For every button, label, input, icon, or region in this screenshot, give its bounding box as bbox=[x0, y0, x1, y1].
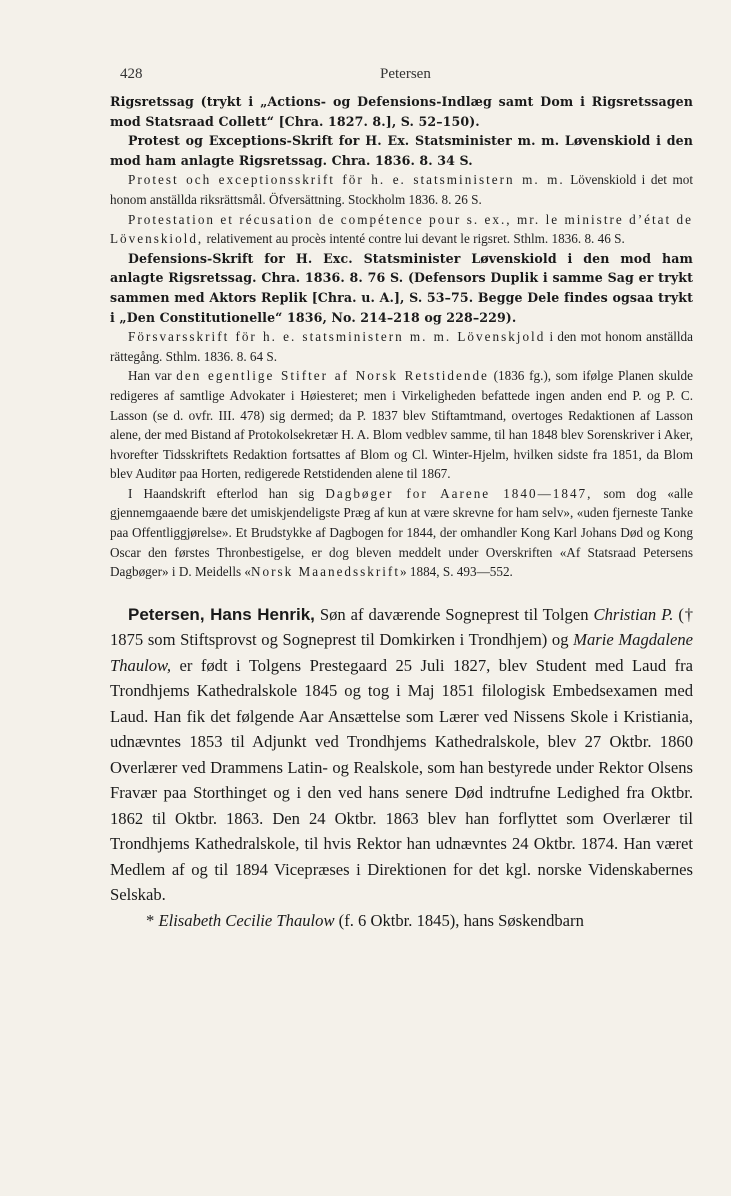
entry-forsvarsskrift-rest: i den mot honom anställda rättegång. Sthlm. 1836. 8. 64 S. bbox=[110, 329, 693, 364]
note-mark: * bbox=[146, 910, 159, 930]
biography-name: Petersen, Hans Henrik, bbox=[128, 604, 315, 624]
entry-rigsretssag: Rigsretssag (trykt i „Actions- og Defensions-Indlæg samt Dom i Rigsretssagen mod Statsraad Collett“ [Chra. 1827. 8.], S. 52–150). bbox=[110, 94, 693, 129]
entry-protest-swedish-rest: Lövenskiold i det mot honom anställda riksrättsmål. Öfversättning. Stockholm 1836. 8. 26 S. bbox=[110, 172, 693, 207]
entry-forsvarsskrift bbox=[110, 327, 693, 366]
paragraph-retstidende bbox=[110, 366, 693, 484]
retstidende-lead: Han var bbox=[128, 368, 177, 384]
running-title: Petersen bbox=[380, 66, 431, 82]
biography-section bbox=[110, 602, 693, 934]
paragraph-dagboger bbox=[110, 484, 693, 582]
page-header bbox=[110, 62, 693, 92]
bio-text-4: (f. 6 Oktbr. 1845), hans Søskendbarn bbox=[334, 910, 584, 930]
entry-protest-swedish-title: Protest och exceptionsskrift för h. e. statsministern m. m. bbox=[128, 172, 565, 188]
bio-text-1: Søn af daværende Sogneprest til Tolgen bbox=[314, 604, 594, 624]
entry-protest: Protest og Exceptions-Skrift for H. Ex. Statsminister m. m. Løvenskiold i den mod ham anlagte Rigsretssag. Chra. 1836. 8. 34 S. bbox=[110, 133, 693, 168]
page-number: 428 bbox=[120, 66, 143, 82]
dagboger-body: som dog «alle gjennemgaaende bære det umiskjendeligste Præg af kun at være skrevne for ham selv», «uden fjerneste Tanke paa Offentliggjørelse». Et Brudstykke af Dagbogen for 1844, der omhandler Kong Karl Johans Død og Kong Oscar den førstes Thronbestigelse, er dog bleven meddelt under Overskriften «Af Statsraad Petersens Dagbøger» i D. Meidells « bbox=[110, 485, 693, 580]
entry-protestation-french-rest: relativement au procès intenté contre lui devant le rigsret. Sthlm. 1836. 8. 46 S. bbox=[203, 231, 625, 247]
biography-marriage-line bbox=[110, 908, 693, 934]
dagboger-lead: I Haandskrift efterlod han sig bbox=[128, 485, 326, 501]
retstidende-emphasis: den egentlige Stifter af Norsk Retstidende bbox=[176, 368, 489, 384]
bibliography-section bbox=[110, 92, 693, 582]
entry-protest-swedish bbox=[110, 170, 693, 209]
bio-father: Christian P. bbox=[593, 604, 674, 624]
entry-forsvarsskrift-title: Försvarsskrift för h. e. statsministern m. m. Lövenskjold bbox=[128, 329, 546, 345]
bio-spouse: Elisabeth Cecilie Thaulow bbox=[158, 910, 335, 930]
bio-text-2: († 1875 som Stiftsprovst og Sogneprest til Domkirken i Trondhjem) og bbox=[110, 604, 693, 650]
bio-text-3: er født i Tolgens Prestegaard 25 Juli 1827, blev Student med Laud fra Trondhjems Kathedralskole 1845 og tog i Maj 1851 filologisk Embedsexamen med Laud. Han fik det følgende Aar Ansættelse som Lærer ved Nissens Skole i Kristiania, udnævntes 1853 til Adjunkt ved Trondhjems Kathedralskole, blev 27 Oktbr. 1860 Overlærer ved Drammens Latin- og Realskole, som han bestyrede under Rektor Olsens Fravær paa Storthinget og i den ved hans senere Død indtrufne Ledighed fra Oktbr. 1862 til Oktbr. 1863. Den 24 Oktbr. 1863 blev han forflyttet som Overlærer til Trondhjems Kathedralskole, til hvis Rektor han udnævntes 24 Oktbr. 1874. Han været Medlem af og til 1894 Vicepræses i Direktionen for det kgl. norske Videnskabernes Selskab. bbox=[110, 655, 693, 905]
dagboger-emphasis: Dagbøger for Aarene 1840—1847, bbox=[325, 485, 593, 501]
biography-paragraph bbox=[110, 602, 693, 908]
entry-defensions-skrift: Defensions-Skrift for H. Exc. Statsminister Løvenskiold i den mod ham anlagte Rigsretssag. Chra. 1836. 8. 76 S. (Defensors Duplik i samme Sag er trykt sammen med Aktors Replik [Chra. u. A.], S. 53–75. Begge Dele findes ogsaa trykt i „Den Constitutionelle“ 1836, No. 214–218 og 228–229). bbox=[110, 250, 693, 325]
entry-protestation-french-title: Protestation et récusation de compétence pour s. ex., mr. le ministre d’état de Lövenskiold, bbox=[110, 211, 693, 247]
entry-protestation-french bbox=[110, 210, 693, 249]
dagboger-tail: » 1884, S. 493—552. bbox=[400, 564, 513, 580]
retstidende-body: (1836 fg.), som ifølge Planen skulde redigeres af samtlige Advokater i Høiesteret; men i Virkeligheden befattede ingen anden end P. og P. C. Lasson (se d. ovfr. III. 478) sig dermed; da P. 1837 blev Stiftamtmand, overtoges Redaktionen af Lasson alene, der med Bistand af Protokolsekretær H. A. Blom vedblev samme, til han 1848 blev Sorenskriver i Aker, hvorefter Tidsskriftets Redaktion fortsattes af Blom og Cl. Winter-Hjelm, hvilken sidste fra 1851, da Blom blev Auditør paa Horten, redigerede Retstidenden alene til 1867. bbox=[110, 368, 694, 482]
bio-mother: Marie Magdalene Thaulow, bbox=[110, 630, 693, 675]
dagboger-journal-title: Norsk Maanedsskrift bbox=[251, 564, 400, 580]
